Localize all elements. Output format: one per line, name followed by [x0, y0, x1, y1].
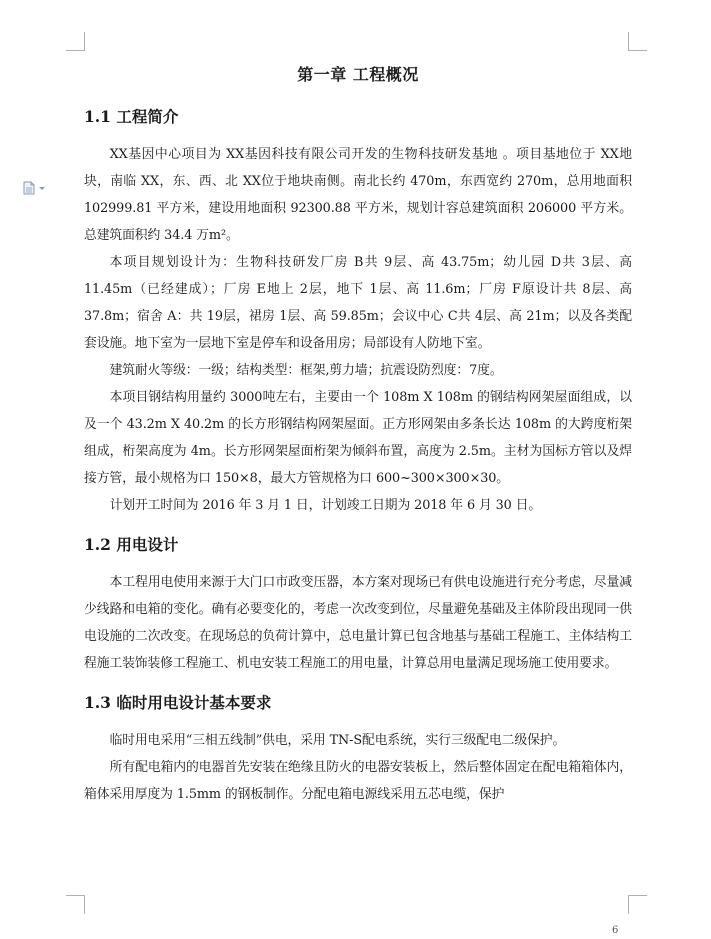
page-corner-mark-bottom-right [628, 895, 647, 914]
paragraph: 本项目规划设计为：生物科技研发厂房 B共 9层、高 43.75m；幼儿园 D共 3层、高 11.45m（已经建成）；厂房 E地上 2层，地下 1层、高 11.6m；厂房 F原设计共 8层、高 37.8m；宿舍 A：共 19层，裙房 1层、高 59.85m；会议中心 C共 4层、高 21m；以及各类配套设施。地下室为一层地下室是停车和设备用房；局部设有人防地下室。 [84, 255, 632, 351]
chapter-title: 第一章 工程概况 [297, 65, 419, 84]
chevron-down-icon [39, 187, 45, 190]
page-corner-mark-top-left [66, 32, 85, 51]
section-1-3 [84, 691, 632, 808]
section-heading: 1.2 用电设计 [84, 535, 179, 554]
page-corner-mark-top-right [628, 32, 647, 51]
paragraph: 本项目钢结构用量约 3000吨左右，主要由一个 108m X 108m 的钢结构网架屋面组成，以及一个 43.2m X 40.2m 的长方形钢结构网架屋面。正方形网架由多条长达 108m 的大跨度桁架组成，桁架高度为 4m。长方形网架屋面桁架为倾斜布置，高度为 2.5m。主材为国标方管以及焊接方管，最小规格为口 150×8，最大方管规格为口 600~300×300×30。 [84, 390, 632, 486]
page-number: 6 [612, 925, 619, 936]
paragraph: 所有配电箱内的电器首先安装在绝缘且防火的电器安装板上，然后整体固定在配电箱箱体内，箱体采用厚度为 1.5mm 的钢板制作。分配电箱电源线采用五芯电缆，保护 [84, 760, 632, 802]
paragraph: 建筑耐火等级：一级；结构类型：框架,剪力墙；抗震设防烈度：7度。 [109, 363, 503, 378]
section-1-1 [84, 105, 632, 519]
section-1-2 [84, 533, 632, 677]
document-page [84, 58, 632, 808]
section-heading: 1.3 临时用电设计基本要求 [84, 693, 272, 712]
paragraph: 计划开工时间为 2016 年 3 月 1 日，计划竣工日期为 2018 年 6 月 30 日。 [109, 498, 542, 513]
page-corner-mark-bottom-left [66, 895, 85, 914]
document-icon[interactable] [22, 180, 48, 194]
paragraph: 本工程用电使用来源于大门口市政变压器，本方案对现场已有供电设施进行充分考虑，尽量减少线路和电箱的变化。确有必要变化的，考虑一次改变到位，尽量避免基础及主体阶段出现同一供电设施的二次改变。在现场总的负荷计算中，总电量计算已包含地基与基础工程施工、主体结构工程施工装饰装修工程施工、机电安装工程施工的用电量，计算总用电量满足现场施工使用要求。 [84, 575, 632, 671]
paragraph: XX基因中心项目为 XX基因科技有限公司开发的生物科技研发基地 。项目基地位于 XX地块，南临 XX，东、西、北 XX位于地块南侧。南北长约 470m，东西宽约 270m，总用地面积 102999.81 平方米，建设用地面积 92300.88 平方米，规划计容总建筑面积 206000 平方米。总建筑面积约 34.4 万m²。 [84, 147, 632, 243]
paragraph: 临时用电采用“三相五线制”供电，采用 TN-S配电系统，实行三级配电二级保护。 [109, 733, 566, 748]
section-heading: 1.1 工程简介 [84, 107, 179, 126]
